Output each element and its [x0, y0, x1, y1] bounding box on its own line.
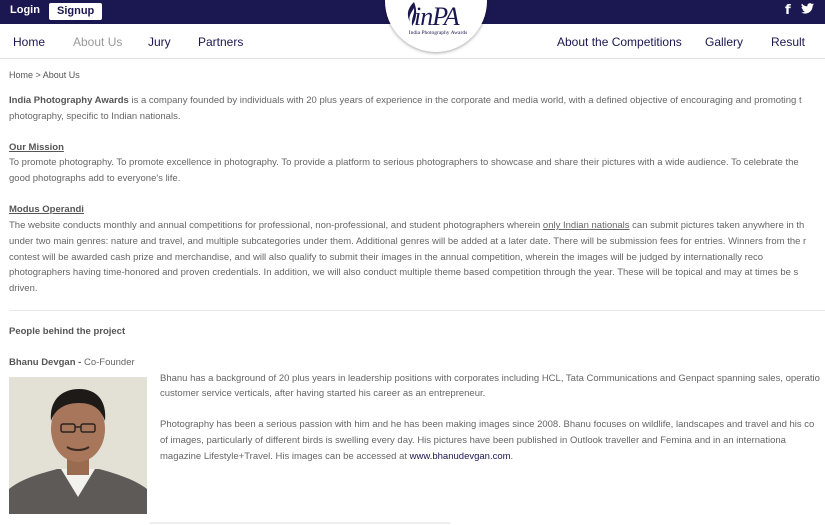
mission-heading: Our Mission: [9, 142, 64, 153]
bio-1-line-1: Bhanu has a background of 20 plus years in leadership positions with corporates including HCL, Tata Communications and Genpact spanning sales, operatio: [160, 373, 820, 384]
website-link[interactable]: www.bhanudevgan.com: [409, 451, 511, 462]
logo-text: inPA: [414, 2, 459, 31]
indian-nationals-text: only Indian nationals: [542, 220, 630, 231]
breadcrumb[interactable]: Home > About Us: [9, 70, 80, 80]
signup-button[interactable]: Signup: [49, 3, 102, 20]
nav-gallery[interactable]: Gallery: [705, 35, 744, 49]
modus-heading: Modus Operandi: [9, 204, 84, 215]
nav-about-us[interactable]: About Us: [73, 35, 123, 49]
intro-line-2: photography, specific to Indian nationals.: [9, 111, 181, 122]
modus-line-1: The website conducts monthly and annual competitions for professional, non-professional, and student photographers wherein only Indian nationals can submit pictures taken anywhere in th: [9, 220, 805, 231]
mission-line-1: To promote photography. To promote excellence in photography. To provide a platform to serious photographers to showcase and share their pictures with a wide audience. To celebrate the: [9, 157, 799, 168]
modus-line-4: photographers having time-honored and proven credentials. In addition, we will also conduct multiple theme based competition through the year. These will be topical and may at times be s: [9, 267, 799, 278]
modus-line-5: driven.: [9, 283, 38, 294]
section-divider: [9, 310, 825, 311]
modus-line-3: contest will be awarded cash prize and merchandise, and will also qualify to submit their images in the annual competition, wherein the images will be judged by internationally reco: [9, 252, 764, 263]
nav-divider: [0, 58, 825, 59]
intro-line-1: India Photography Awards is a company founded by individuals with 20 plus years of experience in the corporate and media world, with a defined objective of encouraging and promoting t: [9, 95, 802, 106]
next-person-hint: [150, 522, 450, 524]
person-name: Bhanu Devgan -: [9, 357, 84, 368]
nav-partners[interactable]: Partners: [198, 35, 244, 49]
nav-jury[interactable]: Jury: [148, 35, 171, 49]
bio-2-line-3: magazine Lifestyle+Travel. His images can be accessed at www.bhanudevgan.com.: [160, 451, 514, 462]
mission-line-2: good photographs add to everyone's life.: [9, 173, 181, 184]
bio-2-line-2: of images, particularly of different birds is swelling every day. His pictures have been published in Outlook traveller and Femina and in an internationa: [160, 435, 786, 446]
nav-about-competitions[interactable]: About the Competitions: [557, 35, 682, 49]
login-link[interactable]: Login: [10, 4, 40, 16]
brand-name: India Photography Awards: [9, 95, 129, 106]
modus-line-2: under two main genres: nature and travel, and multiple subcategories under them. Additional genres will be added at a later date. There will be submission fees for entries. Winners from the r: [9, 236, 807, 247]
twitter-icon[interactable]: [801, 3, 814, 17]
person-photo: [9, 377, 147, 514]
facebook-icon[interactable]: f: [785, 3, 791, 18]
nav-home[interactable]: Home: [13, 35, 46, 49]
person-role: Co-Founder: [83, 357, 135, 368]
bio-1-line-2: customer service verticals, after having started his career as an entrepreneur.: [160, 388, 486, 399]
nav-result[interactable]: Result: [771, 35, 806, 49]
people-heading: People behind the project: [9, 326, 126, 337]
logo-subtitle: India Photography Awards: [408, 30, 468, 36]
person-title: [9, 355, 135, 371]
bio-2-line-1: Photography has been a serious passion with him and he has been making images since 2008. Bhanu focuses on wildlife, landscapes and travel and his co: [160, 419, 815, 430]
